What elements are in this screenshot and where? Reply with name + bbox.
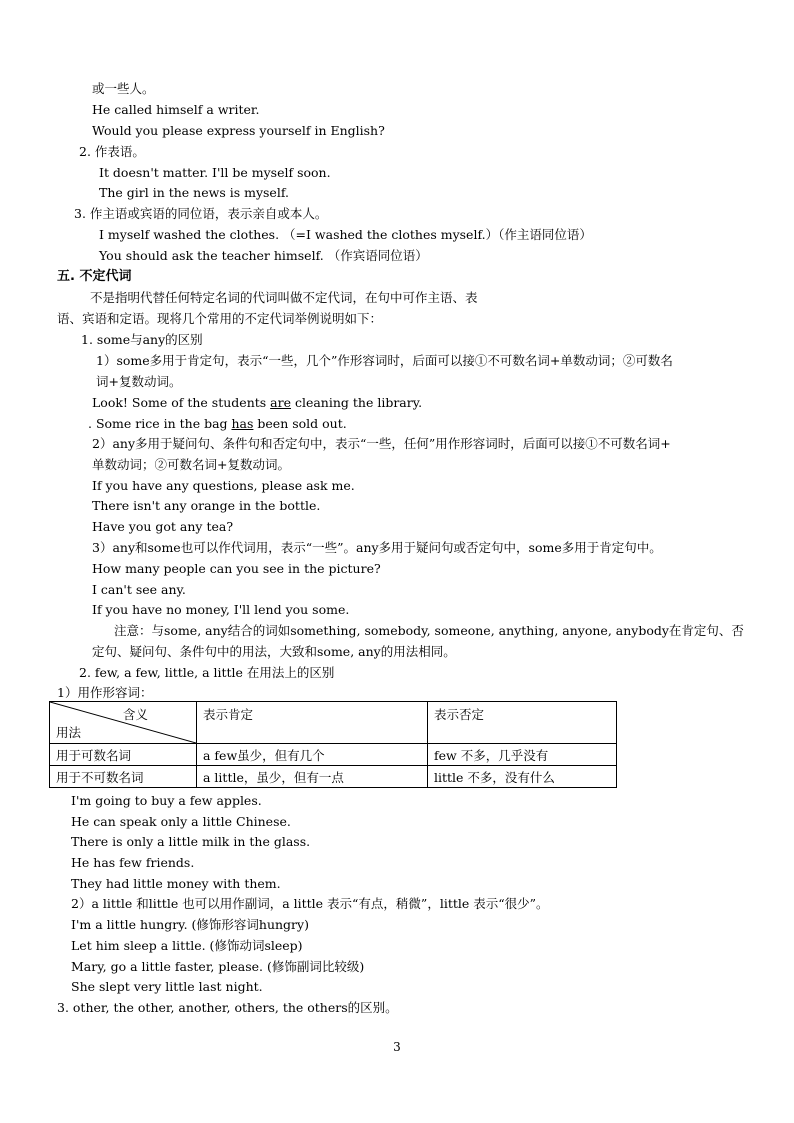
table-header-meaning: 含义	[122, 707, 148, 722]
example-sentence	[92, 394, 422, 412]
table-cell: 用于不可数名词	[50, 766, 197, 788]
paragraph-line: 不是指明代替任何特定名词的代词叫做不定代词，在句中可作主语、表	[90, 290, 478, 305]
example-sentence: He called himself a writer.	[92, 102, 260, 117]
table-cell: little 不多，没有什么	[428, 766, 617, 788]
table-row	[50, 744, 617, 766]
paragraph-line: 语、宾语和定语。现将几个常用的不定代词举例说明如下：	[57, 311, 383, 326]
example-sentence: I'm a little hungry. (修饰形容词hungry)	[71, 917, 309, 932]
example-sentence: The girl in the news is myself.	[99, 185, 289, 200]
table-header-diagonal-cell	[50, 702, 197, 744]
table-header-usage: 用法	[56, 725, 82, 740]
example-sentence: If you have no money, I'll lend you some.	[92, 602, 350, 617]
subsection-heading: 2. few, a few, little, a little 在用法上的区别	[79, 665, 335, 680]
example-sentence: I'm going to buy a few apples.	[71, 793, 262, 808]
example-sentence: They had little money with them.	[71, 876, 281, 891]
example-sentence: I can't see any.	[92, 582, 186, 597]
paragraph-line: 1）some多用于肯定句，表示“一些，几个”作形容词时，后面可以接①不可数名词+单数动词；②可数名	[96, 353, 673, 368]
table-header-negative: 表示否定	[428, 702, 617, 744]
example-sentence: Would you please express yourself in English?	[92, 123, 385, 138]
table-cell: 用于可数名词	[50, 744, 197, 766]
example-text: been sold out.	[253, 416, 347, 431]
note-line: 定句、疑问句、条件句中的用法，大致和some, any的用法相同。	[92, 644, 456, 659]
example-sentence: It doesn't matter. I'll be myself soon.	[99, 165, 331, 180]
subsection-heading: 3. other, the other, another, others, the others的区别。	[57, 1000, 398, 1015]
paragraph-line: 3）any和some也可以作代词用，表示“一些”。any多用于疑问句或否定句中，some多用于肯定句中。	[92, 540, 662, 555]
paragraph-line: 2）any多用于疑问句、条件句和否定句中，表示“一些，任何”用作形容词时，后面可以接①不可数名词+	[92, 436, 671, 451]
section-heading: 五. 不定代词	[57, 269, 132, 284]
example-text: Look! Some of the students	[92, 395, 271, 410]
usage-table	[49, 701, 617, 788]
note-line: 注意：与some, any结合的词如something, somebody, someone, anything, anyone, anybody在肯定句、否	[114, 623, 744, 638]
table-header-positive: 表示肯定	[197, 702, 428, 744]
example-sentence: If you have any questions, please ask me.	[92, 478, 355, 493]
example-sentence: Let him sleep a little. (修饰动词sleep)	[71, 938, 303, 953]
example-text: cleaning the library.	[290, 395, 423, 410]
example-sentence: Have you got any tea?	[92, 519, 234, 534]
example-sentence: There isn't any orange in the bottle.	[92, 498, 321, 513]
example-sentence: She slept very little last night.	[71, 979, 263, 994]
example-sentence: You should ask the teacher himself. （作宾语同位语）	[99, 248, 428, 263]
list-item-heading: 3. 作主语或宾语的同位语，表示亲自或本人。	[74, 206, 328, 221]
subsection-heading: 1）用作形容词：	[57, 685, 153, 700]
paragraph-line: 2）a little 和little 也可以用作副词，a little 表示“有点，稍微”，little 表示“很少”。	[71, 896, 549, 911]
table-cell: few 不多，几乎没有	[428, 744, 617, 766]
underlined-verb: has	[231, 416, 254, 431]
page-number: 3	[393, 1040, 401, 1054]
table-cell: a few虽少，但有几个	[197, 744, 428, 766]
example-sentence: Mary, go a little faster, please. (修饰副词比较级)	[71, 959, 365, 974]
text-line: 或一些人。	[92, 81, 155, 96]
example-sentence	[88, 415, 347, 433]
example-sentence: He can speak only a little Chinese.	[71, 814, 291, 829]
example-text: . Some rice in the bag	[88, 416, 232, 431]
example-sentence: There is only a little milk in the glass.	[71, 834, 311, 849]
table-row	[50, 766, 617, 788]
example-sentence: I myself washed the clothes. （=I washed the clothes myself.）（作主语同位语）	[99, 227, 592, 242]
underlined-verb: are	[270, 395, 291, 410]
paragraph-line: 词+复数动词。	[96, 374, 182, 389]
example-sentence: How many people can you see in the picture?	[92, 561, 381, 576]
table-cell: a little，虽少，但有一点	[197, 766, 428, 788]
paragraph-line: 单数动词；②可数名词+复数动词。	[92, 457, 290, 472]
example-sentence: He has few friends.	[71, 855, 195, 870]
list-item-heading: 2. 作表语。	[79, 144, 145, 159]
subsection-heading: 1. some与any的区别	[81, 332, 203, 347]
